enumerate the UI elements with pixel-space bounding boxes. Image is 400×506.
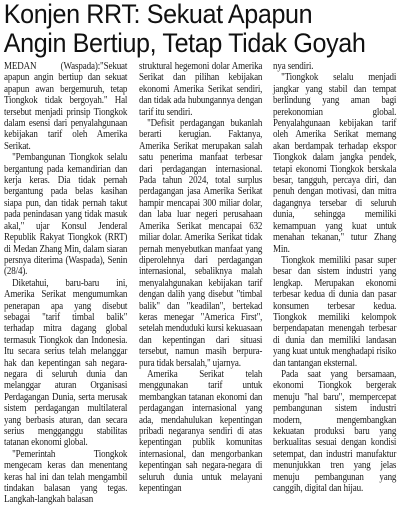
paragraph: Amerika Serikat telah menggunakan tarif untuk membangkan tatanan ekonomi dan perdagangan internasional yang ada, mendahulukan kepentingan pribadi negaranya sendiri di atas kepentingan publik komunitas internasional, dan mengorbankan kepentingan sah negara-negara di seluruh dunia untuk melayani kepentingan <box>139 368 263 495</box>
article-body <box>4 61 398 506</box>
text-column-3 <box>273 61 397 495</box>
paragraph-dateline: MEDAN (Waspada):"Sekuat apapun angin bertiup dan sekuat apapun awan bergemuruh, tetap Tiongkok tidak bergoyah." Hal tersebut menjadi prinsip Tiongkok dalam esensi dari penyalahgunaan kebijakan tarif oleh Amerika Serikat. <box>4 61 128 152</box>
paragraph: "Pemerintah Tiongkok mengecam keras dan menentang keras hal ini dan telah mengambil tindakan balasan yang tegas. Langkah-langkah balasan <box>4 448 128 506</box>
headline-line-1: Konjen RRT: Sekuat Apapun <box>3 0 313 29</box>
paragraph-continued: struktural hegemoni dolar Amerika Serikat dan pilihan kebijakan ekonomi Amerika Serikat sendiri, dan tidak ada hubungannya dengan tarif itu sendiri. <box>139 61 263 118</box>
paragraph: Diketahui, baru-baru ini, Amerika Serikat mengumumkan penerapan apa yang disebut sebagai "tarif timbal balik" terhadap mitra dagang global termasuk Tiongkok dan Indonesia. Itu secara serius telah melanggar hak dan kepentingan sah negara-negara di seluruh dunia dan melanggar aturan Organisasi Perdagangan Dunia, serta merusak sistem perdagangan multilateral yang berbasis aturan, dan secara serius mengganggu stabilitas tatanan ekonomi global. <box>4 277 128 449</box>
paragraph-continued: nya sendiri. <box>273 61 314 72</box>
paragraph: "Pembangunan Tiongkok selalu bergantung pada kemandirian dan kerja keras. Dia tidak pernah bergantung pada belas kasihan siapa pun, dan tidak pernah takut pada penindasan yang tidak masuk akal," ujar Konsul Jenderal Republik Rakyat Tiongkok (RRT) di Medan Zhang Min, dalam siaran persnya diterima (Waspada), Senin (28/4). <box>4 152 128 278</box>
headline-line-2: Angin Bertiup, Tetap Tidak Goyah <box>3 28 366 58</box>
article-headline <box>0 0 372 58</box>
paragraph: "Tiongkok selalu menjadi jangkar yang stabil dan tempat berlindung yang aman bagi perekonomian global. Penyalahgunaan kebijakan tarif oleh Amerika Serikat memang akan berdampak terhadap ekspor Tiongkok dalam jangka pendek, tetapi ekonomi Tiongkok berskala besar, tangguh, percaya diri, dan penuh dengan motivasi, dan mitra dagangnya tersebar di seluruh dunia, sehingga memiliki kemampuan yang kuat untuk menahan tekanan," tutur Zhang Min. <box>273 72 397 255</box>
text-column-1 <box>4 61 128 506</box>
text-column-2 <box>139 61 263 495</box>
paragraph: "Defisit perdagangan bukanlah berarti kerugian. Faktanya, Amerika Serikat merupakan salah satu penerima manfaat terbesar dari perdagangan internasional. Pada tahun 2024, total surplus perdagangan jasa Amerika Serikat hampir mencapai 300 miliar dolar, dan laba luar negeri perusahaan Amerika Serikat mencapai 632 miliar dolar. Amerika Serikat tidak pernah menyebutkan manfaat yang diperolehnya dari perdagangan internasional, sebaliknya malah menyalahgunakan kebijakan tarif dengan dalih yang disebut "timbal balik" dan "keadilan", bertekad keras menegar "America First", setelah menduduki kursi kekuasaan dan kepentingan dari situasi tersebut, namun masih berpura-pura tidak bersalah," ujarnya. <box>139 118 263 369</box>
paragraph: Tiongkok memiliki pasar super besar dan sistem industri yang lengkap. Merupakan ekonomi terbesar kedua di dunia dan pasar konsumen terbesar kedua. Tiongkok memiliki kelompok berpendapatan menengah terbesar di dunia dan memiliki landasan yang kuat untuk menghadapi risiko dan tantangan eksternal. <box>273 254 397 369</box>
paragraph: Pada saat yang bersamaan, ekonomi Tiongkok bergerak menuju "hal baru", mempercepat pembangunan sistem industri modern, mengembangkan kekuatan produksi baru yang berkualitas sesuai dengan kondisi setempat, dan industri manufaktur menunjukkan tren yang jelas menuju pembangunan yang canggih, digital dan hijau. <box>273 368 397 495</box>
